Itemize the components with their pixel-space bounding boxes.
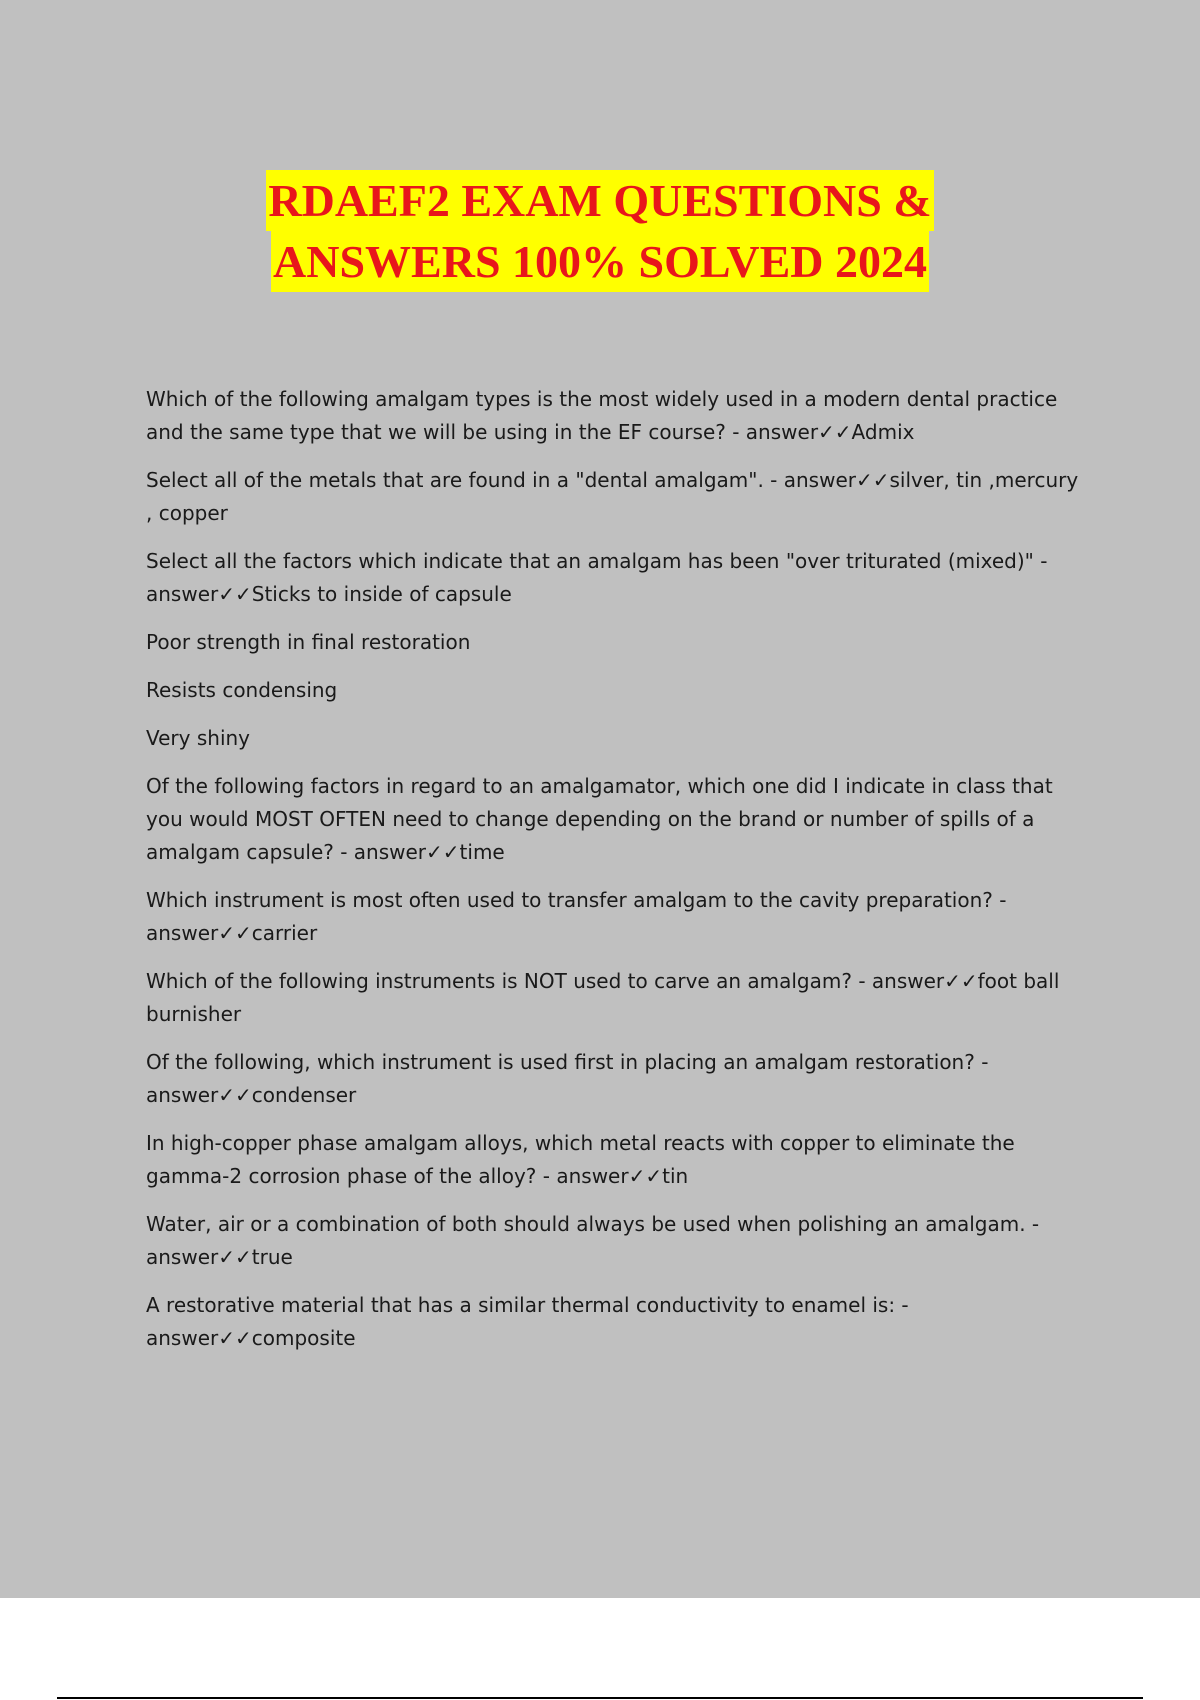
page-divider bbox=[57, 1697, 1143, 1699]
document-title bbox=[0, 170, 1200, 292]
title-line-1: RDAEF2 EXAM QUESTIONS & bbox=[266, 170, 933, 231]
question-paragraph: Which of the following amalgam types is the most widely used in a modern dental practice and the same type that we will be using in the EF course? - answer✓✓Admix bbox=[146, 387, 1058, 444]
question-paragraph: In high-copper phase amalgam alloys, which metal reacts with copper to eliminate the gamma-2 corrosion phase of the alloy? - answer✓✓tin bbox=[146, 1131, 1015, 1188]
answer-item: Resists condensing bbox=[146, 678, 338, 702]
answer-item: Very shiny bbox=[146, 726, 251, 750]
question-paragraph: Water, air or a combination of both should always be used when polishing an amalgam. - answer✓✓true bbox=[146, 1212, 1040, 1269]
title-line-2: ANSWERS 100% SOLVED 2024 bbox=[271, 231, 929, 292]
answer-item: Poor strength in final restoration bbox=[146, 630, 471, 654]
question-list bbox=[146, 383, 1086, 1370]
question-paragraph: Which of the following instruments is NOT used to carve an amalgam? - answer✓✓foot ball burnisher bbox=[146, 969, 1060, 1026]
question-paragraph: Select all the factors which indicate that an amalgam has been "over triturated (mixed)" - answer✓✓Sticks to inside of capsule bbox=[146, 549, 1048, 606]
question-paragraph: Which instrument is most often used to transfer amalgam to the cavity preparation? - answer✓✓carrier bbox=[146, 888, 1007, 945]
question-paragraph: A restorative material that has a similar thermal conductivity to enamel is: - answer✓✓composite bbox=[146, 1293, 909, 1350]
question-paragraph: Select all of the metals that are found in a "dental amalgam". - answer✓✓silver, tin ,mercury , copper bbox=[146, 468, 1079, 525]
question-paragraph: Of the following factors in regard to an amalgamator, which one did I indicate in class that you would MOST OFTEN need to change depending on the brand or number of spills of a amalgam capsule? - answer✓✓time bbox=[146, 774, 1053, 864]
question-paragraph: Of the following, which instrument is used first in placing an amalgam restoration? - answer✓✓condenser bbox=[146, 1050, 989, 1107]
